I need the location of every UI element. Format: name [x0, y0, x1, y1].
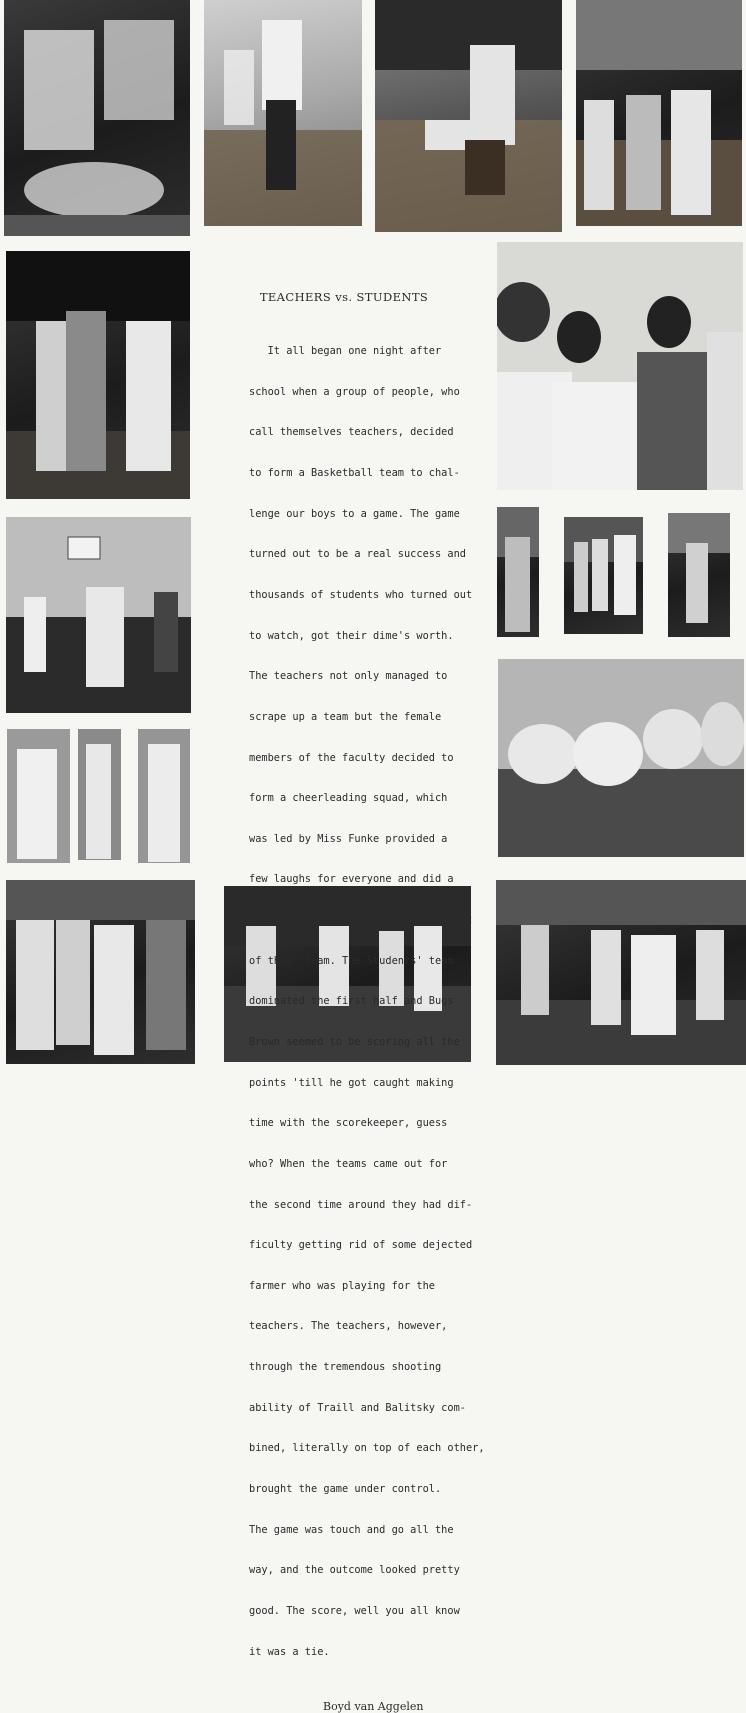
body-line: ability of Traill and Balitsky com-	[249, 1401, 466, 1414]
body-line: Brown seemed to be scoring all the	[249, 1035, 460, 1048]
body-line: scrape up a team but the female	[249, 710, 442, 723]
body-line: to watch, got their dime's worth.	[249, 629, 454, 642]
photo-skirt-figure	[78, 729, 121, 860]
body-line: bined, literally on top of each other,	[249, 1442, 485, 1455]
body-line: dominated the first half and Bugs	[249, 995, 454, 1008]
body-line: brought the game under control.	[249, 1483, 442, 1496]
body-line: good. The score, well you all know	[249, 1604, 460, 1617]
photo-group-near-wall	[564, 517, 643, 634]
photo-farmer-on-chair	[375, 0, 562, 232]
body-line: of their team. The Students' team	[249, 954, 454, 967]
photo-coat-figure	[7, 729, 70, 863]
body-line: to form a Basketball team to chal-	[249, 467, 460, 480]
body-line: form a cheerleading squad, which	[249, 792, 448, 805]
body-line: who? When the teams came out for	[249, 1157, 448, 1170]
photo-players-in-gym	[576, 0, 742, 226]
body-line: turned out to be a real success and	[249, 548, 466, 561]
photo-cheerleaders-portrait	[497, 242, 743, 490]
photo-shoulder-ride	[204, 0, 362, 226]
body-line: way, and the outcome looked pretty	[249, 1564, 460, 1577]
photo-farmer-figure	[138, 729, 190, 863]
body-line: call themselves teachers, decided	[249, 426, 454, 439]
photo-player-running	[668, 513, 730, 637]
body-line: the second time around they had dif-	[249, 1198, 473, 1211]
body-line: thousands of students who turned out	[249, 588, 473, 601]
body-line: it was a tie.	[249, 1645, 330, 1658]
article-body	[249, 318, 494, 1686]
photo-game-action	[496, 880, 746, 1065]
photo-players-pileup	[4, 0, 190, 236]
body-line: It all began one night after	[249, 345, 442, 358]
article-headline: TEACHERS vs. STUDENTS	[259, 290, 429, 304]
body-line: points 'till he got caught making	[249, 1076, 454, 1089]
body-line: through the tremendous shooting	[249, 1361, 442, 1374]
body-line: The teachers not only managed to	[249, 670, 448, 683]
body-line: farmer who was playing for the	[249, 1279, 435, 1292]
article-byline: Boyd van Aggelen	[323, 1700, 424, 1713]
photo-dancing-crowd	[6, 880, 195, 1064]
photo-cheerleaders-seated	[498, 659, 744, 857]
photo-single-player	[497, 507, 539, 637]
article	[194, 290, 494, 1713]
body-line: time with the scorekeeper, guess	[249, 1117, 448, 1130]
body-line: lenge our boys to a game. The game	[249, 507, 460, 520]
body-line: few laughs for everyone and did a	[249, 873, 454, 886]
body-line: school when a group of people, who	[249, 385, 460, 398]
body-line: marvelous job in boosting the spirit	[249, 914, 473, 927]
photo-gym-game-wide	[6, 517, 191, 713]
body-line: ficulty getting rid of some dejected	[249, 1239, 473, 1252]
photo-players-standing	[6, 251, 190, 499]
body-line: was led by Miss Funke provided a	[249, 832, 448, 845]
body-line: teachers. The teachers, however,	[249, 1320, 448, 1333]
body-line: members of the faculty decided to	[249, 751, 454, 764]
body-line: The game was touch and go all the	[249, 1523, 454, 1536]
